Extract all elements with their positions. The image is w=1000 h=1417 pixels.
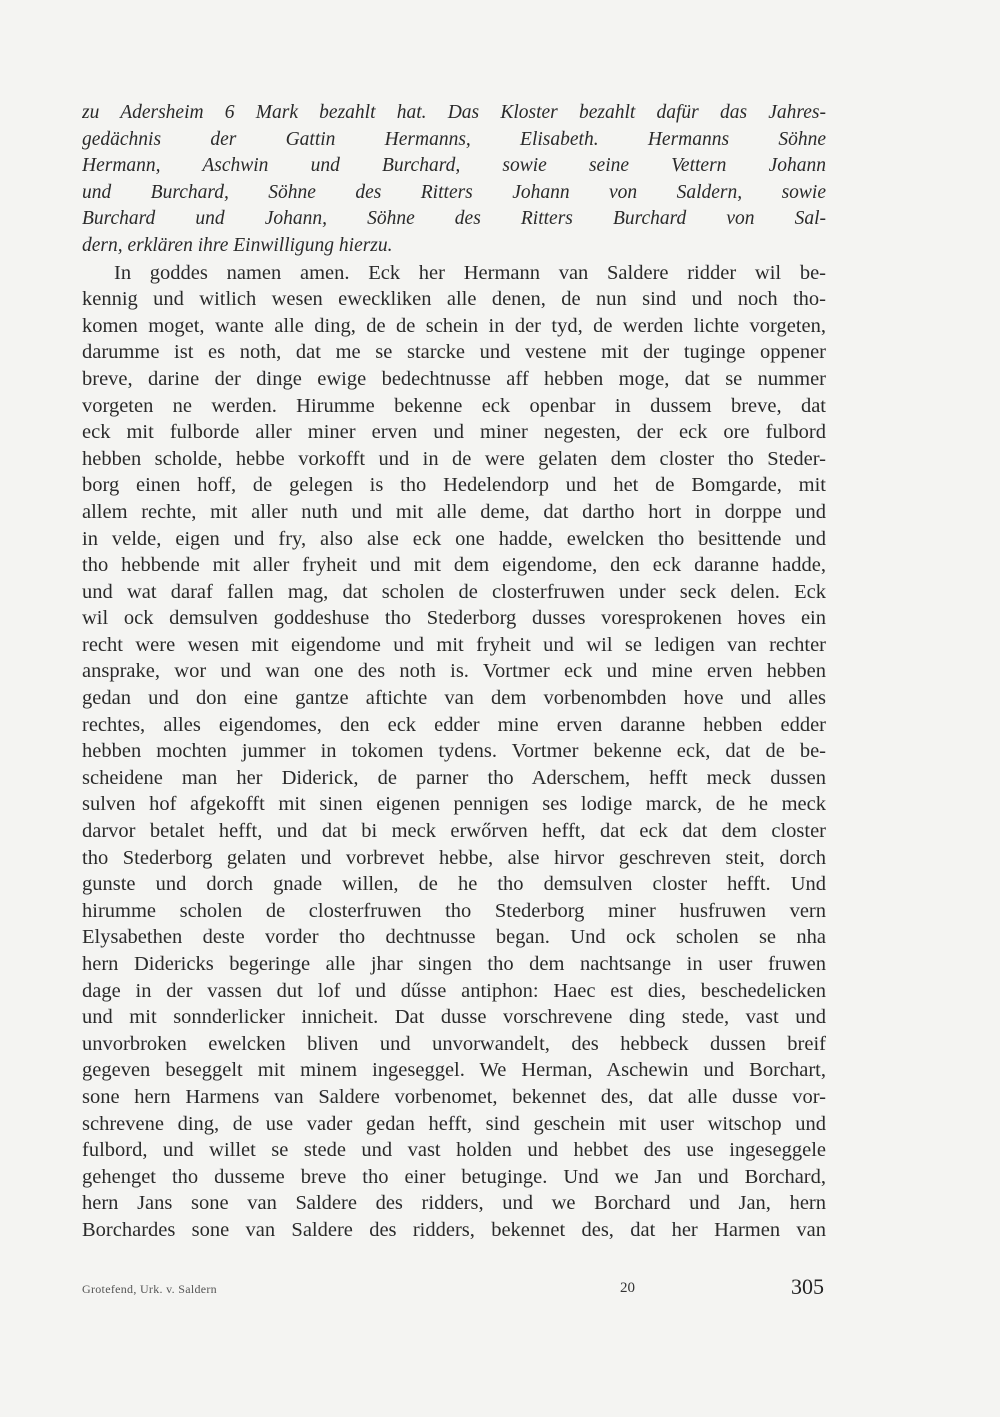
- sheet-number: 20: [620, 1280, 635, 1296]
- text-line: Elysabethen deste vorder tho dechtnusse began. Und ock scholen se nha: [82, 926, 826, 949]
- text-line: tho hebbende mit aller fryheit und mit dem eigendome, den eck daranne hadde,: [82, 554, 826, 577]
- text-line: dage in der vassen dut lof und dűsse antiphon: Haec est dies, beschedelicken: [82, 979, 826, 1002]
- text-line: darvor betalet hefft, und dat bi meck erwőrven hefft, dat eck dat dem closter: [82, 820, 826, 843]
- page-footer: [82, 1274, 826, 1304]
- text-line: rechtes, alles eigendomes, den eck edder mine erven daranne hebben edder: [82, 713, 826, 736]
- text-line: ansprake, wor und wan one des noth is. Vortmer eck und mine erven hebben: [82, 660, 826, 683]
- text-block: [82, 100, 826, 1244]
- page-number: 305: [791, 1274, 824, 1299]
- text-line: wil ock demsulven goddeshuse tho Stederborg dusses voresprokenen hoves ein: [82, 607, 826, 630]
- text-line: scheidene man her Diderick, de parner tho Aderschem, hefft meck dussen: [82, 766, 826, 789]
- text-line: und mit sonnderlicker innicheit. Dat dusse vorschrevene ding stede, vast und: [82, 1006, 826, 1029]
- text-line: In goddes namen amen. Eck her Hermann van Saldere ridder wil be-: [114, 261, 826, 284]
- text-line: allem rechte, mit aller nuth und mit alle deme, dat dartho hort in dorppe und: [82, 500, 826, 523]
- intro-line: gedächnis der Gattin Hermanns, Elisabeth. Hermanns Söhne: [82, 128, 826, 150]
- text-line: sone hern Harmens van Saldere vorbenomet, bekennet des, dat alle dusse vor-: [82, 1085, 826, 1108]
- text-line: hern Didericks begeringe alle jhar singen tho dem nachtsange in user fruwen: [82, 953, 826, 975]
- text-line: fulbord, und willet se stede und vast holden und hebbet des use ingeseggele: [82, 1139, 826, 1162]
- intro-line: Burchard und Johann, Söhne des Ritters Burchard von Sal-: [82, 208, 826, 230]
- text-line: breve, darine der dinge ewige bedechtnusse aff hebben moge, dat se nummer: [82, 367, 826, 390]
- intro-line: dern, erklären ihre Einwilligung hierzu.: [82, 234, 393, 256]
- text-line: kennig und witlich wesen eweckliken alle denen, de nun sind und noch tho-: [82, 288, 826, 311]
- text-line: und wat daraf fallen mag, dat scholen de closterfruwen under seck delen. Eck: [82, 580, 826, 603]
- text-line: schrevene ding, de use vader gedan hefft, sind geschein mit user witschop und: [82, 1112, 826, 1135]
- text-line: vorgeten ne werden. Hirumme bekenne eck openbar in dussem breve, dat: [82, 394, 826, 417]
- text-line: unvorbroken ewelcken bliven und unvorwandelt, des hebbeck dussen breif: [82, 1032, 826, 1055]
- text-line: gegeven beseggelt mit minem ingeseggel. We Herman, Aschewin und Borchart,: [82, 1059, 826, 1082]
- text-line: borg einen hoff, de gelegen is tho Hedelendorp und het de Bomgarde, mit: [82, 474, 826, 497]
- intro-line: Hermann, Aschwin und Burchard, sowie seine Vettern Johann: [82, 155, 826, 177]
- text-line: hebben mochten jummer in tokomen tydens. Vortmer bekenne eck, dat de be-: [82, 740, 826, 763]
- signature-mark: Grotefend, Urk. v. Saldern: [82, 1282, 217, 1296]
- text-line: sulven hof afgekofft mit sinen eigenen pennigen ses lodige marck, de he meck: [82, 793, 826, 816]
- intro-line: und Burchard, Söhne des Ritters Johann von Saldern, sowie: [82, 181, 826, 203]
- text-line: in velde, eigen und fry, also alse eck one hadde, ewelcken tho besittende und: [82, 527, 826, 550]
- intro-summary: [82, 100, 826, 260]
- text-line: darumme ist es noth, dat me se starcke und vestene mit der tuginge oppener: [82, 341, 826, 364]
- text-line: tho Stederborg gelaten und vorbrevet hebbe, alse hirvor geschreven steit, dorch: [82, 846, 826, 869]
- intro-line: zu Adersheim 6 Mark bezahlt hat. Das Kloster bezahlt dafür das Jahres-: [82, 102, 826, 123]
- text-line: Borchardes sone van Saldere des ridders, bekennet des, dat her Harmen van: [82, 1218, 826, 1241]
- text-line: hirumme scholen de closterfruwen tho Stederborg miner husfruwen vern: [82, 899, 826, 922]
- text-line: gehenget tho dusseme breve tho einer betuginge. Und we Jan und Borchard,: [82, 1165, 826, 1188]
- text-line: gedan und don eine gantze aftichte van dem vorbenombden hove und alles: [82, 687, 826, 710]
- text-line: eck mit fulborde aller miner erven und miner negesten, der eck ore fulbord: [82, 421, 826, 444]
- text-line: komen moget, wante alle ding, de de schein in der tyd, de werden lichte vorgeten,: [82, 314, 826, 337]
- text-line: gunste und dorch gnade willen, de he tho demsulven closter hefft. Und: [82, 873, 826, 896]
- text-line: hern Jans sone van Saldere des ridders, und we Borchard und Jan, hern: [82, 1192, 826, 1215]
- charter-text: [82, 260, 826, 1244]
- text-line: hebben scholde, hebbe vorkofft und in de were gelaten dem closter tho Steder-: [82, 447, 826, 470]
- text-line: recht were wesen mit eigendome und mit fryheit und wil se ledigen van rechter: [82, 633, 826, 656]
